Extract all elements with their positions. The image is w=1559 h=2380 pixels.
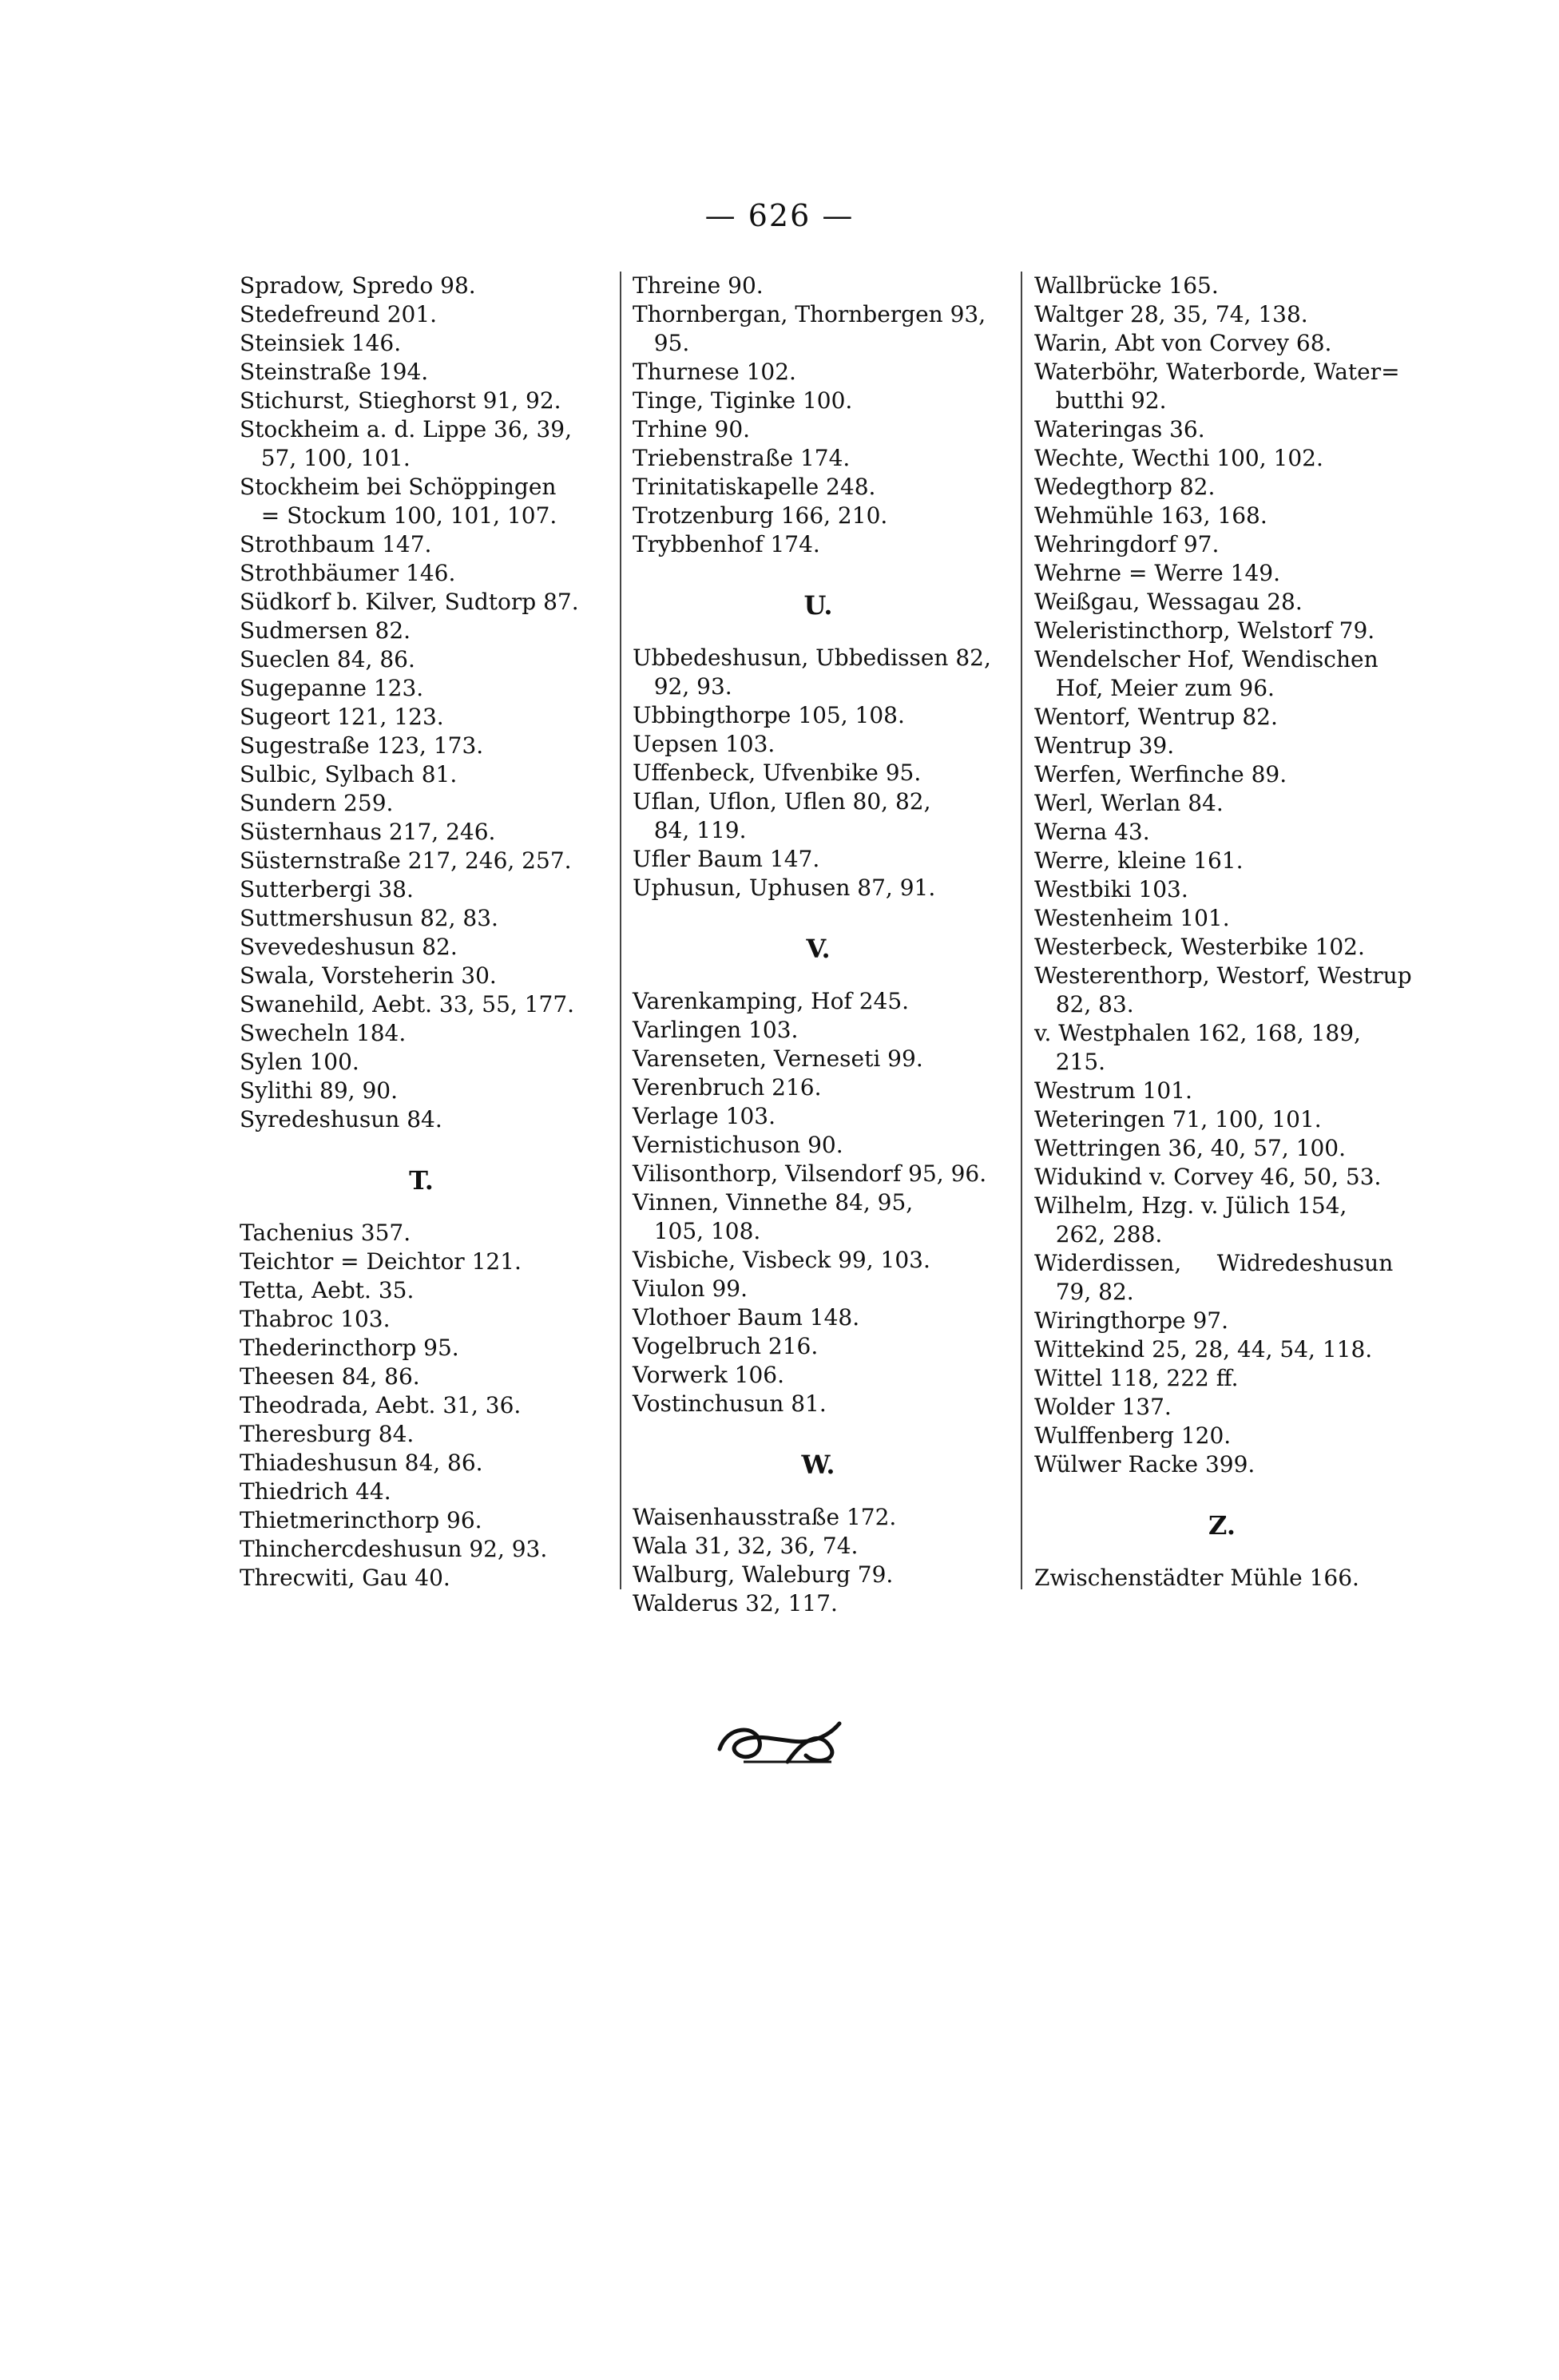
index-entry: Svevedeshusun 82. bbox=[240, 934, 458, 960]
index-entry: 84, 119. bbox=[633, 817, 747, 843]
index-entry: Vinnen, Vinnethe 84, 95, bbox=[633, 1189, 914, 1216]
index-entry: butthi 92. bbox=[1034, 387, 1167, 414]
entries-s bbox=[240, 272, 603, 1134]
index-entry: Uflan, Uflon, Uflen 80, 82, bbox=[633, 788, 931, 815]
index-entry: Wedegthorp 82. bbox=[1034, 474, 1216, 500]
index-entry: Varlingen 103. bbox=[633, 1017, 799, 1043]
index-entry: Ubbingthorpe 105, 108. bbox=[633, 702, 905, 728]
index-entry: Wentorf, Wentrup 82. bbox=[1034, 704, 1278, 730]
end-ornament bbox=[0, 1717, 1559, 1768]
index-entry: 215. bbox=[1034, 1049, 1106, 1075]
index-entry: Sundern 259. bbox=[240, 790, 394, 816]
index-entry: Sutterbergi 38. bbox=[240, 876, 414, 902]
index-entry: Werre, kleine 161. bbox=[1034, 847, 1244, 874]
index-entry: Verenbruch 216. bbox=[633, 1074, 822, 1101]
index-entry: Weißgau, Wessagau 28. bbox=[1034, 589, 1303, 615]
index-entry: Ufler Baum 147. bbox=[633, 846, 820, 872]
index-entry: 82, 83. bbox=[1034, 991, 1134, 1017]
index-entry: Tinge, Tiginke 100. bbox=[633, 387, 853, 414]
index-entry: Spradow, Spredo 98. bbox=[240, 272, 476, 299]
column-divider-right bbox=[1021, 272, 1022, 1589]
index-entry: Strothbaum 147. bbox=[240, 531, 432, 557]
index-entry: Wallbrücke 165. bbox=[1034, 272, 1219, 299]
index-entry: Waisenhausstraße 172. bbox=[633, 1504, 897, 1530]
entries-w bbox=[633, 1503, 1004, 1618]
index-column-2 bbox=[633, 272, 1004, 1618]
index-entry: Stichurst, Stieghorst 91, 92. bbox=[240, 387, 561, 414]
index-entry: Steinsiek 146. bbox=[240, 330, 402, 356]
index-entry: Hof, Meier zum 96. bbox=[1034, 675, 1275, 701]
index-entry: Waterböhr, Waterborde, Water= bbox=[1034, 359, 1400, 385]
index-entry: Thabroc 103. bbox=[240, 1306, 391, 1332]
index-entry: Vilisonthorp, Vilsendorf 95, 96. bbox=[633, 1160, 987, 1187]
index-entry: Wechte, Wecthi 100, 102. bbox=[1034, 445, 1323, 471]
index-entry: Wulffenberg 120. bbox=[1034, 1422, 1232, 1449]
index-entry: Westenheim 101. bbox=[1034, 905, 1230, 931]
index-entry: Stockheim a. d. Lippe 36, 39, bbox=[240, 416, 572, 442]
flourish-icon bbox=[712, 1717, 847, 1768]
index-entry: Weleristincthorp, Welstorf 79. bbox=[1034, 617, 1375, 644]
index-entry: Westbiki 103. bbox=[1034, 876, 1188, 902]
index-entry: Thederincthorp 95. bbox=[240, 1335, 459, 1361]
index-entry: Varenseten, Verneseti 99. bbox=[633, 1045, 923, 1072]
index-entry: Wolder 137. bbox=[1034, 1394, 1172, 1420]
index-entry: Suttmershusun 82, 83. bbox=[240, 905, 498, 931]
section-heading-z: Z. bbox=[1208, 1510, 1236, 1541]
index-entry: Trybbenhof 174. bbox=[633, 531, 820, 557]
index-entry: Theodrada, Aebt. 31, 36. bbox=[240, 1392, 522, 1418]
index-entry: Swecheln 184. bbox=[240, 1020, 407, 1046]
index-entry: Vostinchusun 81. bbox=[633, 1390, 827, 1417]
index-entry: Widukind v. Corvey 46, 50, 53. bbox=[1034, 1164, 1382, 1190]
index-entry: Theesen 84, 86. bbox=[240, 1363, 420, 1390]
index-entry: = Stockum 100, 101, 107. bbox=[240, 502, 557, 529]
index-entry: Strothbäumer 146. bbox=[240, 560, 456, 586]
index-entry: Wettringen 36, 40, 57, 100. bbox=[1034, 1135, 1347, 1161]
index-entry: Swala, Vorsteherin 30. bbox=[240, 962, 497, 989]
index-entry: Threine 90. bbox=[633, 272, 764, 299]
index-entry: Wehrne = Werre 149. bbox=[1034, 560, 1280, 586]
index-entry: Threcwiti, Gau 40. bbox=[240, 1565, 450, 1591]
index-entry: Waltger 28, 35, 74, 138. bbox=[1034, 301, 1308, 327]
index-entry: Uphusun, Uphusen 87, 91. bbox=[633, 875, 936, 901]
index-entry: Trotzenburg 166, 210. bbox=[633, 502, 888, 529]
index-entry: Vernistichuson 90. bbox=[633, 1132, 843, 1158]
column-divider-left bbox=[620, 272, 621, 1589]
section-heading-w: W. bbox=[801, 1450, 835, 1480]
index-entry: Sugestraße 123, 173. bbox=[240, 732, 484, 759]
index-entry: Sudmersen 82. bbox=[240, 617, 411, 644]
index-entry: Trhine 90. bbox=[633, 416, 751, 442]
index-entry: Tachenius 357. bbox=[240, 1220, 411, 1246]
index-entry: Uepsen 103. bbox=[633, 731, 776, 757]
index-entry: Widerdissen, Widredeshusun bbox=[1034, 1250, 1394, 1276]
index-entry: Viulon 99. bbox=[633, 1275, 748, 1302]
index-entry: Varenkamping, Hof 245. bbox=[633, 988, 910, 1014]
page-number: — 626 — bbox=[704, 198, 855, 233]
index-entry: Thiadeshusun 84, 86. bbox=[240, 1450, 483, 1476]
index-entry: 57, 100, 101. bbox=[240, 445, 411, 471]
index-column-3 bbox=[1034, 272, 1410, 1593]
section-heading-u: U. bbox=[803, 590, 833, 621]
index-entry: Vorwerk 106. bbox=[633, 1362, 785, 1388]
index-entry: Teichtor = Deichtor 121. bbox=[240, 1248, 522, 1275]
index-entry: Vogelbruch 216. bbox=[633, 1333, 819, 1359]
index-entry: Zwischenstädter Mühle 166. bbox=[1034, 1565, 1359, 1591]
index-entry: Ubbedeshusun, Ubbedissen 82, bbox=[633, 645, 991, 671]
index-entry: Tetta, Aebt. 35. bbox=[240, 1277, 415, 1303]
index-entry: Walburg, Waleburg 79. bbox=[633, 1561, 894, 1588]
index-entry: Westrum 101. bbox=[1034, 1077, 1192, 1104]
index-entry: Wittel 118, 222 ff. bbox=[1034, 1365, 1239, 1391]
index-entry: Thinchercdeshusun 92, 93. bbox=[240, 1536, 548, 1562]
index-entry: Swanehild, Aebt. 33, 55, 177. bbox=[240, 991, 575, 1017]
index-column-1 bbox=[240, 272, 603, 1593]
index-entry: Thiedrich 44. bbox=[240, 1478, 391, 1505]
index-entry: Süsternhaus 217, 246. bbox=[240, 819, 496, 845]
entries-t bbox=[240, 1219, 603, 1593]
index-entry: Wiringthorpe 97. bbox=[1034, 1307, 1228, 1334]
index-entry: Wendelscher Hof, Wendischen bbox=[1034, 646, 1379, 672]
index-entry: Syredeshusun 84. bbox=[240, 1106, 442, 1132]
index-entry: Stockheim bei Schöppingen bbox=[240, 474, 557, 500]
index-entry: Thurnese 102. bbox=[633, 359, 796, 385]
index-entry: Weteringen 71, 100, 101. bbox=[1034, 1106, 1322, 1132]
index-entry: Vlothoer Baum 148. bbox=[633, 1304, 860, 1331]
index-entry: Stedefreund 201. bbox=[240, 301, 438, 327]
index-entry: Wala 31, 32, 36, 74. bbox=[633, 1533, 859, 1559]
index-entry: Verlage 103. bbox=[633, 1103, 776, 1129]
index-entry: Westerenthorp, Westorf, Westrup bbox=[1034, 962, 1412, 989]
index-entry: Süsternstraße 217, 246, 257. bbox=[240, 847, 572, 874]
index-entry: Wehmühle 163, 168. bbox=[1034, 502, 1267, 529]
index-entry: Wateringas 36. bbox=[1034, 416, 1205, 442]
entries-t-cont bbox=[633, 272, 1004, 559]
index-entry: 262, 288. bbox=[1034, 1221, 1163, 1248]
entries-z bbox=[1034, 1564, 1410, 1593]
section-heading-v: V. bbox=[806, 934, 831, 964]
index-entry: 92, 93. bbox=[633, 673, 732, 700]
index-entry: Sueclen 84, 86. bbox=[240, 646, 415, 672]
index-entry: Wülwer Racke 399. bbox=[1034, 1451, 1256, 1478]
index-entry: 79, 82. bbox=[1034, 1279, 1134, 1305]
index-entry: Theresburg 84. bbox=[240, 1421, 415, 1447]
index-entry: Südkorf b. Kilver, Sudtorp 87. bbox=[240, 589, 579, 615]
index-entry: Sulbic, Sylbach 81. bbox=[240, 761, 458, 787]
index-entry: Wehringdorf 97. bbox=[1034, 531, 1220, 557]
index-entry: Sugeort 121, 123. bbox=[240, 704, 444, 730]
index-entry: Thornbergan, Thornbergen 93, bbox=[633, 301, 986, 327]
index-entry: Sylen 100. bbox=[240, 1049, 359, 1075]
index-entry: Wilhelm, Hzg. v. Jülich 154, bbox=[1034, 1192, 1347, 1219]
index-entry: Visbiche, Visbeck 99, 103. bbox=[633, 1247, 930, 1273]
entries-w-cont bbox=[1034, 272, 1410, 1479]
index-entry: Werl, Werlan 84. bbox=[1034, 790, 1224, 816]
index-entry: 95. bbox=[633, 330, 690, 356]
index-entry: Sugepanne 123. bbox=[240, 675, 424, 701]
index-entry: Thietmerincthorp 96. bbox=[240, 1507, 482, 1533]
index-entry: 105, 108. bbox=[633, 1218, 761, 1244]
section-heading-t: T. bbox=[409, 1165, 434, 1196]
entries-v bbox=[633, 987, 1004, 1418]
index-entry: Triebenstraße 174. bbox=[633, 445, 851, 471]
index-entry: Wentrup 39. bbox=[1034, 732, 1175, 759]
index-entry: Warin, Abt von Corvey 68. bbox=[1034, 330, 1332, 356]
index-entry: Steinstraße 194. bbox=[240, 359, 429, 385]
entries-u bbox=[633, 644, 1004, 902]
index-entry: Trinitatiskapelle 248. bbox=[633, 474, 876, 500]
index-entry: Werna 43. bbox=[1034, 819, 1150, 845]
index-entry: Werfen, Werfinche 89. bbox=[1034, 761, 1287, 787]
index-entry: Uffenbeck, Ufvenbike 95. bbox=[633, 760, 922, 786]
index-entry: Westerbeck, Westerbike 102. bbox=[1034, 934, 1365, 960]
index-entry: Wittekind 25, 28, 44, 54, 118. bbox=[1034, 1336, 1373, 1363]
index-entry: Sylithi 89, 90. bbox=[240, 1077, 399, 1104]
index-entry: Walderus 32, 117. bbox=[633, 1590, 838, 1616]
index-entry: v. Westphalen 162, 168, 189, bbox=[1034, 1020, 1361, 1046]
